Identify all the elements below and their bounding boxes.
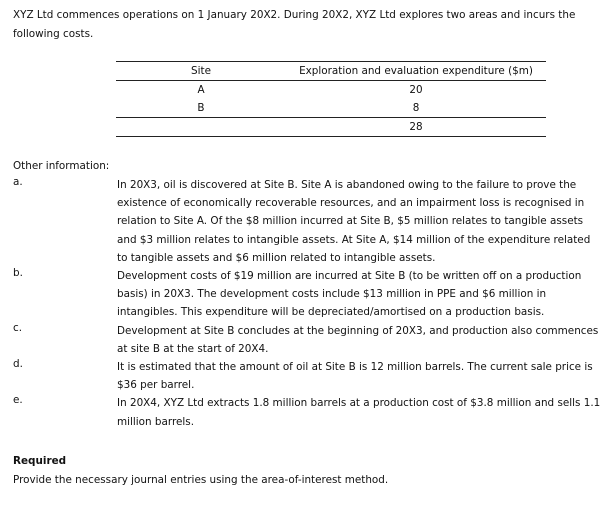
total-amount-cell: 28 [286,118,546,137]
information-list [13,176,603,431]
item-text: It is estimated that the amount of oil at Site B is 12 million barrels. The current sale price is $36 per barrel. [117,361,593,392]
amount-cell: 20 [409,84,423,96]
item-label: c. [13,321,23,334]
header-site: Site [116,62,286,81]
intro-paragraph: XYZ Ltd commences operations on 1 January 20X2. During 20X2, XYZ Ltd explores two areas and incurs the following costs. [13,9,576,40]
table-total-row [116,118,546,137]
list-item-c [13,322,603,358]
required-heading: Required [13,455,67,467]
header-expenditure: Exploration and evaluation expenditure ($m) [286,62,546,81]
table-row [116,81,546,100]
site-cell: B [197,102,205,114]
item-text: In 20X4, XYZ Ltd extracts 1.8 million barrels at a production cost of $3.8 million and sells 1.1 million barrels. [117,397,601,428]
item-label: b. [13,267,23,280]
item-text: Development at Site B concludes at the beginning of 20X3, and production also commences at site B at the start of 20X4. [117,324,599,355]
table-header-row [116,62,546,81]
required-section [13,452,388,490]
list-item-b [13,267,603,322]
amount-cell: 8 [286,99,546,118]
expenditure-table [116,61,546,137]
required-text: Provide the necessary journal entries using the area-of-interest method. [13,474,389,486]
total-label-cell [116,118,286,137]
item-text: Development costs of $19 million are incurred at Site B (to be written off on a production basis) in 20X3. The development costs include $13 million in PPE and $6 million in intangibles. This expenditure will be depreciated/amortised on a production basis. [117,270,582,319]
other-information-heading: Other information: [13,160,110,172]
item-label: d. [13,358,23,371]
table-row [116,99,546,118]
item-label: e. [13,394,23,407]
list-item-a [13,176,603,267]
site-cell: A [197,84,205,96]
list-item-d [13,358,603,394]
list-item-e [13,394,603,430]
item-label: a. [13,176,23,188]
item-text: In 20X3, oil is discovered at Site B. Site A is abandoned owing to the failure to prove the existence of economically recoverable resources, and an impairment loss is recognised in relation to Site A. Of the $8 million incurred at Site B, $5 million relates to tangible assets and $3 million relates to intangible assets. At Site A, $14 million of the expenditure related to tangible assets and $6 million related to intangible assets. [117,179,591,264]
